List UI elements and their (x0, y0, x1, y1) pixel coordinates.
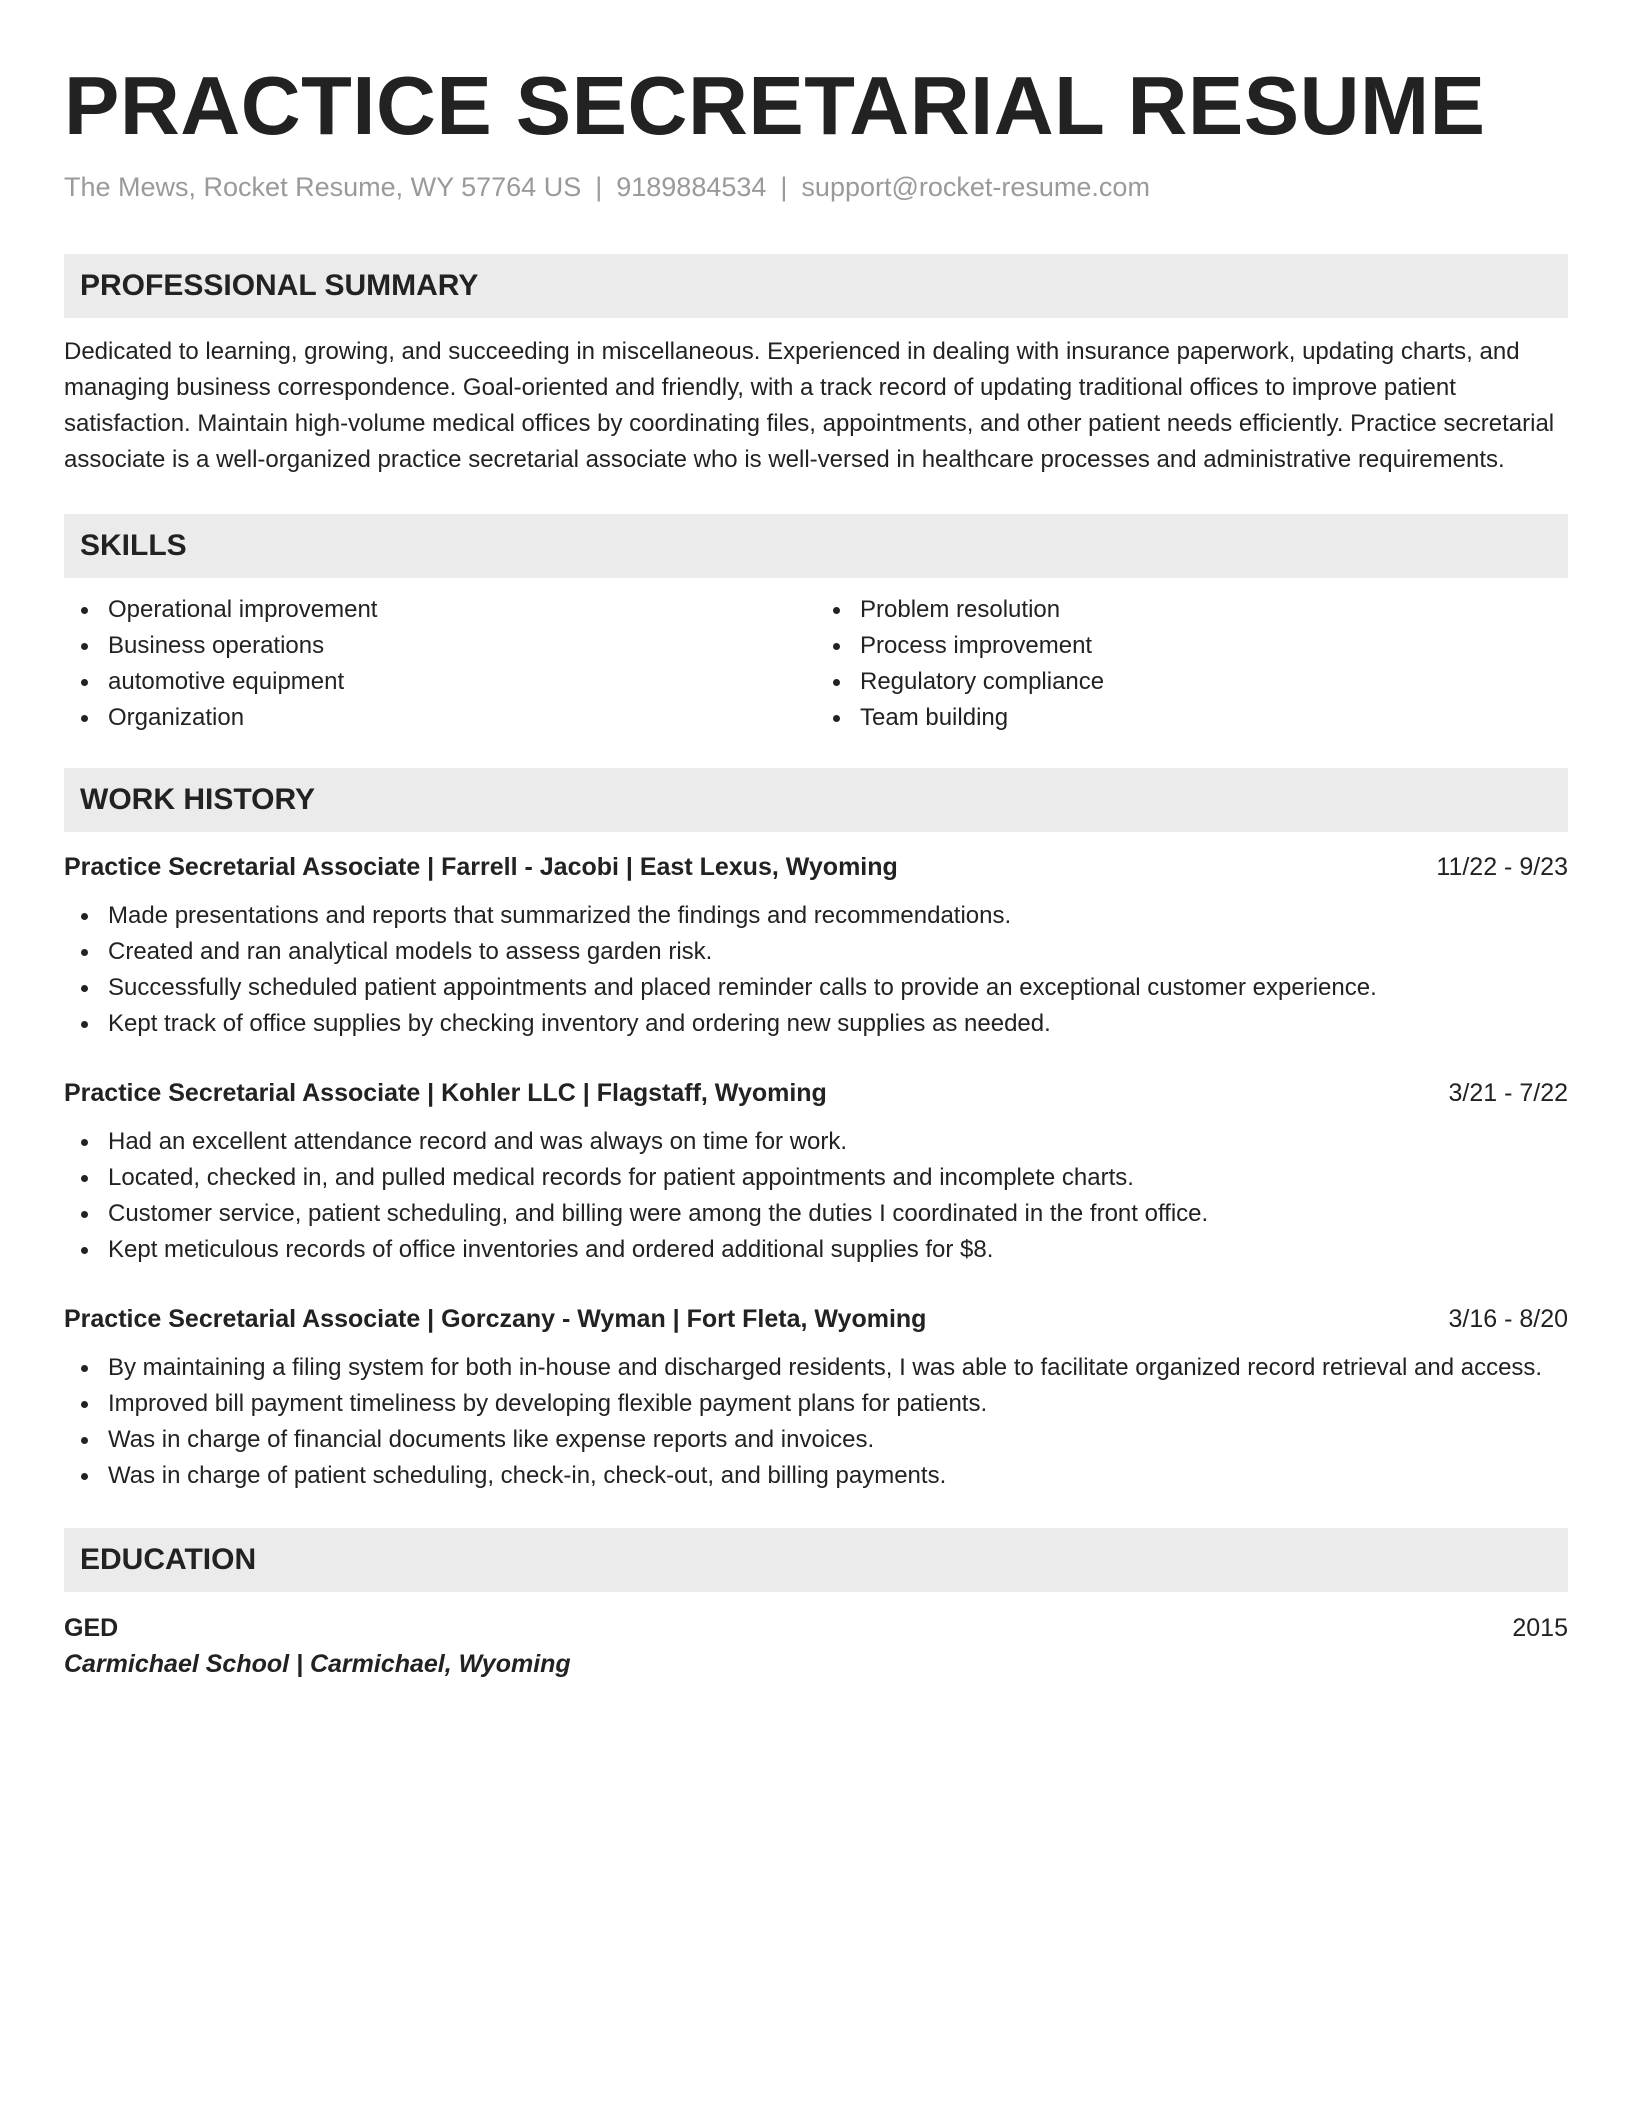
skills-column-right (816, 592, 1568, 736)
skill-item: Regulatory compliance (816, 664, 1568, 700)
job-bullets (64, 1124, 1568, 1268)
job-bullet: Was in charge of patient scheduling, check-in, check-out, and billing payments. (64, 1458, 1568, 1494)
skill-item: Process improvement (816, 628, 1568, 664)
job-bullet: Successfully scheduled patient appointments and placed reminder calls to provide an exceptional customer experience. (64, 970, 1568, 1006)
contact-separator: | (780, 172, 788, 202)
resume-title: PRACTICE SECRETARIAL RESUME (64, 59, 1486, 152)
job-header (64, 850, 1568, 884)
job-bullets (64, 1350, 1568, 1494)
job-dates: 11/22 - 9/23 (1436, 853, 1568, 881)
job-entry (64, 1302, 1568, 1494)
job-bullet: Improved bill payment timeliness by developing flexible payment plans for patients. (64, 1386, 1568, 1422)
contact-address: The Mews, Rocket Resume, WY 57764 US (64, 172, 582, 202)
job-header (64, 1076, 1568, 1110)
skill-item: Operational improvement (64, 592, 816, 628)
contact-separator: | (595, 172, 603, 202)
job-bullet: Located, checked in, and pulled medical records for patient appointments and incomplete charts. (64, 1160, 1568, 1196)
contact-phone: 9189884534 (616, 172, 767, 202)
skill-item: Organization (64, 700, 816, 736)
skill-item: Problem resolution (816, 592, 1568, 628)
job-bullet: Made presentations and reports that summarized the findings and recommendations. (64, 898, 1568, 934)
education-heading: EDUCATION (64, 1528, 1568, 1592)
contact-line (64, 170, 1568, 204)
education-school: Carmichael School | Carmichael, Wyoming (64, 1650, 571, 1678)
job-bullet: Kept track of office supplies by checking inventory and ordering new supplies as needed. (64, 1006, 1568, 1042)
job-bullet: Created and ran analytical models to assess garden risk. (64, 934, 1568, 970)
job-header (64, 1302, 1568, 1336)
job-bullets (64, 898, 1568, 1042)
education-year: 2015 (1512, 1614, 1568, 1642)
skill-item: Team building (816, 700, 1568, 736)
job-entry (64, 850, 1568, 1042)
job-bullet: Customer service, patient scheduling, and billing were among the duties I coordinated in the front office. (64, 1196, 1568, 1232)
job-title: Practice Secretarial Associate | Kohler LLC | Flagstaff, Wyoming (64, 1079, 827, 1107)
job-bullet: Was in charge of financial documents like expense reports and invoices. (64, 1422, 1568, 1458)
summary-text: Dedicated to learning, growing, and succeeding in miscellaneous. Experienced in dealing with insurance paperwork, updating charts, and managing business correspondence. Goal-oriented and friendly, with a track record of updating traditional offices to improve patient satisfaction. Maintain high-volume medical offices by coordinating files, appointments, and other patient needs efficiently. Practice secretarial associate is a well-organized practice secretarial associate who is well-versed in healthcare processes and administrative requirements. (64, 338, 1555, 473)
work-history-heading: WORK HISTORY (64, 768, 1568, 832)
job-dates: 3/16 - 8/20 (1448, 1305, 1568, 1333)
education-entry (64, 1610, 1568, 1682)
job-bullet: By maintaining a filing system for both in-house and discharged residents, I was able to facilitate organized record retrieval and access. (64, 1350, 1568, 1386)
job-entry (64, 1076, 1568, 1268)
job-title: Practice Secretarial Associate | Gorczany - Wyman | Fort Fleta, Wyoming (64, 1305, 927, 1333)
job-bullet: Kept meticulous records of office inventories and ordered additional supplies for $8. (64, 1232, 1568, 1268)
job-bullet: Had an excellent attendance record and was always on time for work. (64, 1124, 1568, 1160)
job-dates: 3/21 - 7/22 (1448, 1079, 1568, 1107)
education-header (64, 1610, 1568, 1646)
skills-grid (64, 592, 1568, 736)
education-degree: GED (64, 1614, 119, 1642)
skills-heading: SKILLS (64, 514, 1568, 578)
skill-item: Business operations (64, 628, 816, 664)
skill-item: automotive equipment (64, 664, 816, 700)
job-title: Practice Secretarial Associate | Farrell - Jacobi | East Lexus, Wyoming (64, 853, 898, 881)
contact-email: support@rocket-resume.com (801, 172, 1150, 202)
skills-column-left (64, 592, 816, 736)
summary-heading: PROFESSIONAL SUMMARY (64, 254, 1568, 318)
